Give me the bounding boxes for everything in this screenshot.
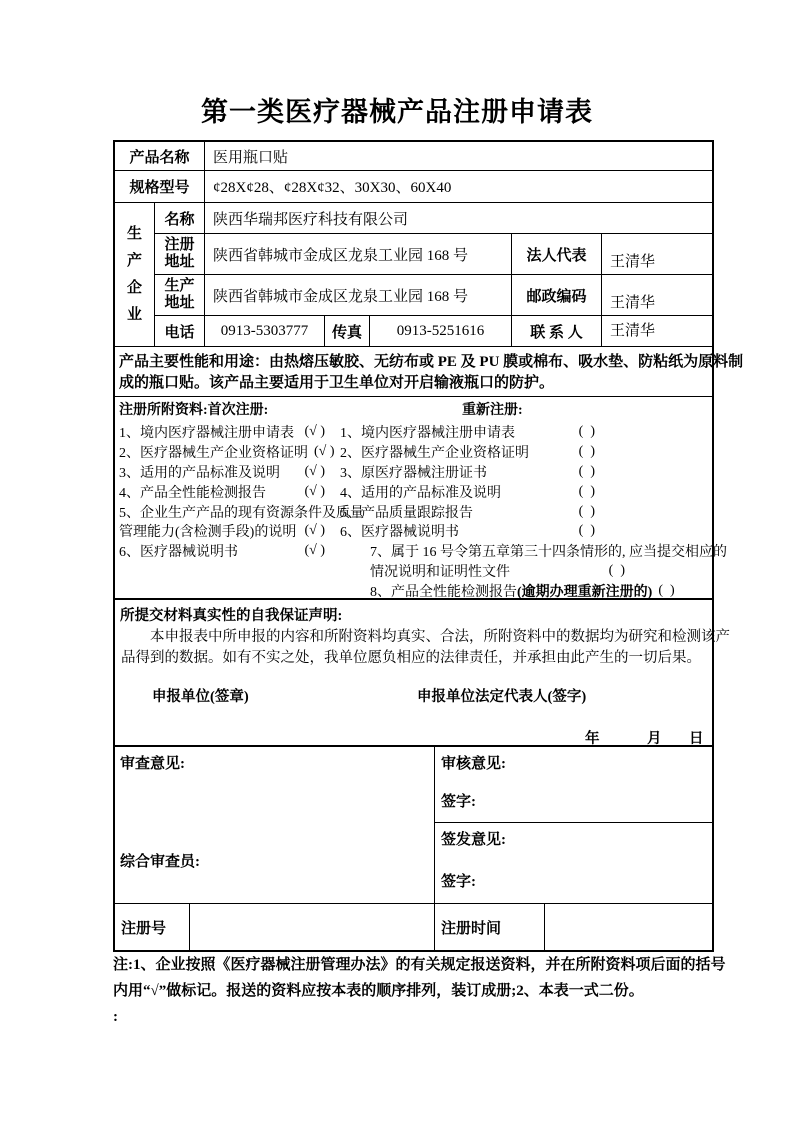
footer-note-line1: 注:1、企业按照《医疗器械注册管理办法》的有关规定报送资料，并在所附资料项后面的括号 (113, 957, 726, 973)
footer-notes (113, 952, 753, 1030)
postal-code-value: 王清华 (602, 275, 712, 316)
checklist-row (115, 442, 712, 462)
renewal-item-1-mark: ( ) (578, 423, 595, 439)
declaration-heading: 所提交材料真实性的自我保证声明: (120, 608, 343, 624)
attachments-cell (115, 397, 727, 601)
first-item-6-mark: (√ ) (304, 543, 325, 559)
checklist-row (115, 581, 712, 601)
renewal-item-5-mark: ( ) (578, 503, 595, 519)
first-item-4-mark: (√ ) (304, 483, 325, 499)
first-item-5-mark: (√ ) (304, 523, 325, 539)
contact-person-label: 联 系 人 (512, 316, 602, 347)
production-address-value: 陕西省韩城市金成区龙泉工业园 168 号 (205, 275, 512, 316)
renewal-item-4: 4、适用的产品标准及说明 (340, 485, 501, 501)
performance-and-use-cell (115, 347, 744, 397)
examination-opinion-label: 审查意见: (120, 756, 185, 772)
renewal-item-3-mark: ( ) (578, 463, 595, 479)
checklist-row (115, 422, 712, 442)
checklist-row (115, 541, 727, 561)
product-name-label: 产品名称 (115, 142, 205, 171)
renewal-item-2-mark: ( ) (578, 443, 595, 459)
declaring-unit-seal-label: 申报单位(签章) (152, 689, 249, 705)
renewal-item-7-line1: 7、属于 16 号令第五章第三十四条情形的, 应当提交相应的 (370, 545, 727, 561)
first-item-6: 6、医疗器械说明书 (119, 545, 238, 561)
production-address-label-cell (155, 275, 205, 316)
legal-rep-signature-label: 申报单位法定代表人(签字) (417, 689, 587, 705)
checklist-row (115, 521, 712, 541)
first-item-2-mark: (√ ) (314, 443, 335, 459)
checklist-row (115, 482, 712, 502)
issue-opinion-cell (435, 823, 712, 904)
product-name-value: 医用瓶口贴 (205, 142, 712, 171)
registration-number-value (190, 904, 435, 950)
examination-opinion-cell (115, 747, 435, 904)
phone-value: 0913-5303777 (205, 316, 325, 347)
checklist-row (115, 502, 712, 522)
renewal-item-6-mark: ( ) (578, 523, 595, 539)
postal-code-label: 邮政编码 (512, 275, 602, 316)
renewal-item-7-mark: ( ) (608, 563, 625, 579)
company-name-value: 陕西华瑞邦医疗科技有限公司 (205, 203, 712, 234)
date-month-label: 月 (647, 731, 662, 747)
declaration-cell (115, 600, 730, 747)
renewal-item-4-mark: ( ) (578, 483, 595, 499)
first-item-2: 2、医疗器械生产企业资格证明 (119, 445, 308, 461)
registration-time-value (545, 904, 712, 950)
declaration-body-line1: 本申报表中所申报的内容和所附资料均真实、合法，所附资料中的数据均为研究和检测该产 (150, 629, 730, 645)
renewal-item-7-line2: 情况说明和证明性文件 (370, 565, 510, 581)
first-item-5-line1: 5、企业生产产品的现有资源条件及质量 (119, 505, 364, 521)
first-item-1: 1、境内医疗器械注册申请表 (119, 425, 294, 441)
comprehensive-examiner-label: 综合审查员: (120, 854, 200, 870)
footer-note-line2: 内用“√”做标记。报送的资料应按本表的顺序排列，装订成册;2、本表一式二份。 (113, 983, 644, 999)
audit-opinion-cell (435, 747, 712, 823)
checklist-row (115, 462, 712, 482)
registered-address-label: 注册地址 (164, 237, 195, 270)
issue-signature-label: 签字: (441, 874, 476, 890)
renewal-item-1: 1、境内医疗器械注册申请表 (340, 425, 515, 441)
attachments-header (115, 400, 712, 422)
renewal-item-6: 6、医疗器械说明书 (340, 525, 459, 541)
renewal-item-5: 5、产品质量跟踪报告 (340, 505, 473, 521)
phone-label: 电话 (155, 316, 205, 347)
first-item-3: 3、适用的产品标准及说明 (119, 465, 280, 481)
audit-opinion-label: 审核意见: (441, 756, 506, 772)
spec-model-label: 规格型号 (115, 171, 205, 203)
renewal-item-2: 2、医疗器械生产企业资格证明 (340, 445, 529, 461)
manufacturer-group-cell (115, 203, 155, 347)
audit-signature-label: 签字: (441, 794, 476, 810)
legal-representative-value: 王清华 (602, 234, 712, 275)
renewal-item-8-bold-note: (逾期办理重新注册的) (517, 585, 653, 601)
fax-label: 传真 (325, 316, 370, 347)
checklist-row (115, 561, 712, 581)
footer-note-line3: : (113, 1009, 118, 1025)
first-item-4: 4、产品全性能检测报告 (119, 485, 266, 501)
registration-number-label: 注册号 (115, 904, 190, 950)
renewal-item-8: 8、产品全性能检测报告 (370, 585, 517, 601)
date-year-label: 年 (585, 731, 600, 747)
renewal-registration-header: 重新注册: (462, 403, 523, 418)
renewal-item-3: 3、原医疗器械注册证书 (340, 465, 487, 481)
registered-address-label-cell (155, 234, 205, 275)
form-title: 第一类医疗器械产品注册申请表 (201, 97, 593, 127)
registration-time-label: 注册时间 (435, 904, 545, 950)
declaration-body-line2: 品得到的数据。如有不实之处，我单位愿负相应的法律责任，并承担由此产生的一切后果。 (121, 650, 701, 666)
contact-person-value: 王清华 (602, 316, 712, 347)
issue-opinion-label: 签发意见: (441, 832, 506, 848)
fax-value: 0913-5251616 (370, 316, 512, 347)
performance-line-1: 产品主要性能和用途：由热熔压敏胶、无纺布或 PE 及 PU 膜或棉布、吸水垫、防粘纸为原料制 (119, 354, 744, 370)
registration-form-table (113, 140, 744, 952)
renewal-item-8-mark: ( ) (658, 583, 675, 599)
spec-model-value: ¢28X¢28、¢28X¢32、30X30、60X40 (205, 171, 712, 203)
registered-address-value: 陕西省韩城市金成区龙泉工业园 168 号 (205, 234, 512, 275)
company-name-label: 名称 (155, 203, 205, 234)
first-registration-header: 注册所附资料:首次注册: (119, 403, 269, 418)
first-item-5-line2: 管理能力(含检测手段)的说明 (119, 525, 297, 541)
first-item-1-mark: (√ ) (304, 423, 325, 439)
performance-line-2: 成的瓶口贴。该产品主要适用于卫生单位对开启输液瓶口的防护。 (119, 375, 555, 391)
production-address-label: 生产地址 (164, 278, 195, 311)
manufacturer-group-label: 生产企业 (126, 225, 142, 323)
date-day-label: 日 (689, 731, 704, 747)
first-item-3-mark: (√ ) (304, 463, 325, 479)
legal-representative-label: 法人代表 (512, 234, 602, 275)
